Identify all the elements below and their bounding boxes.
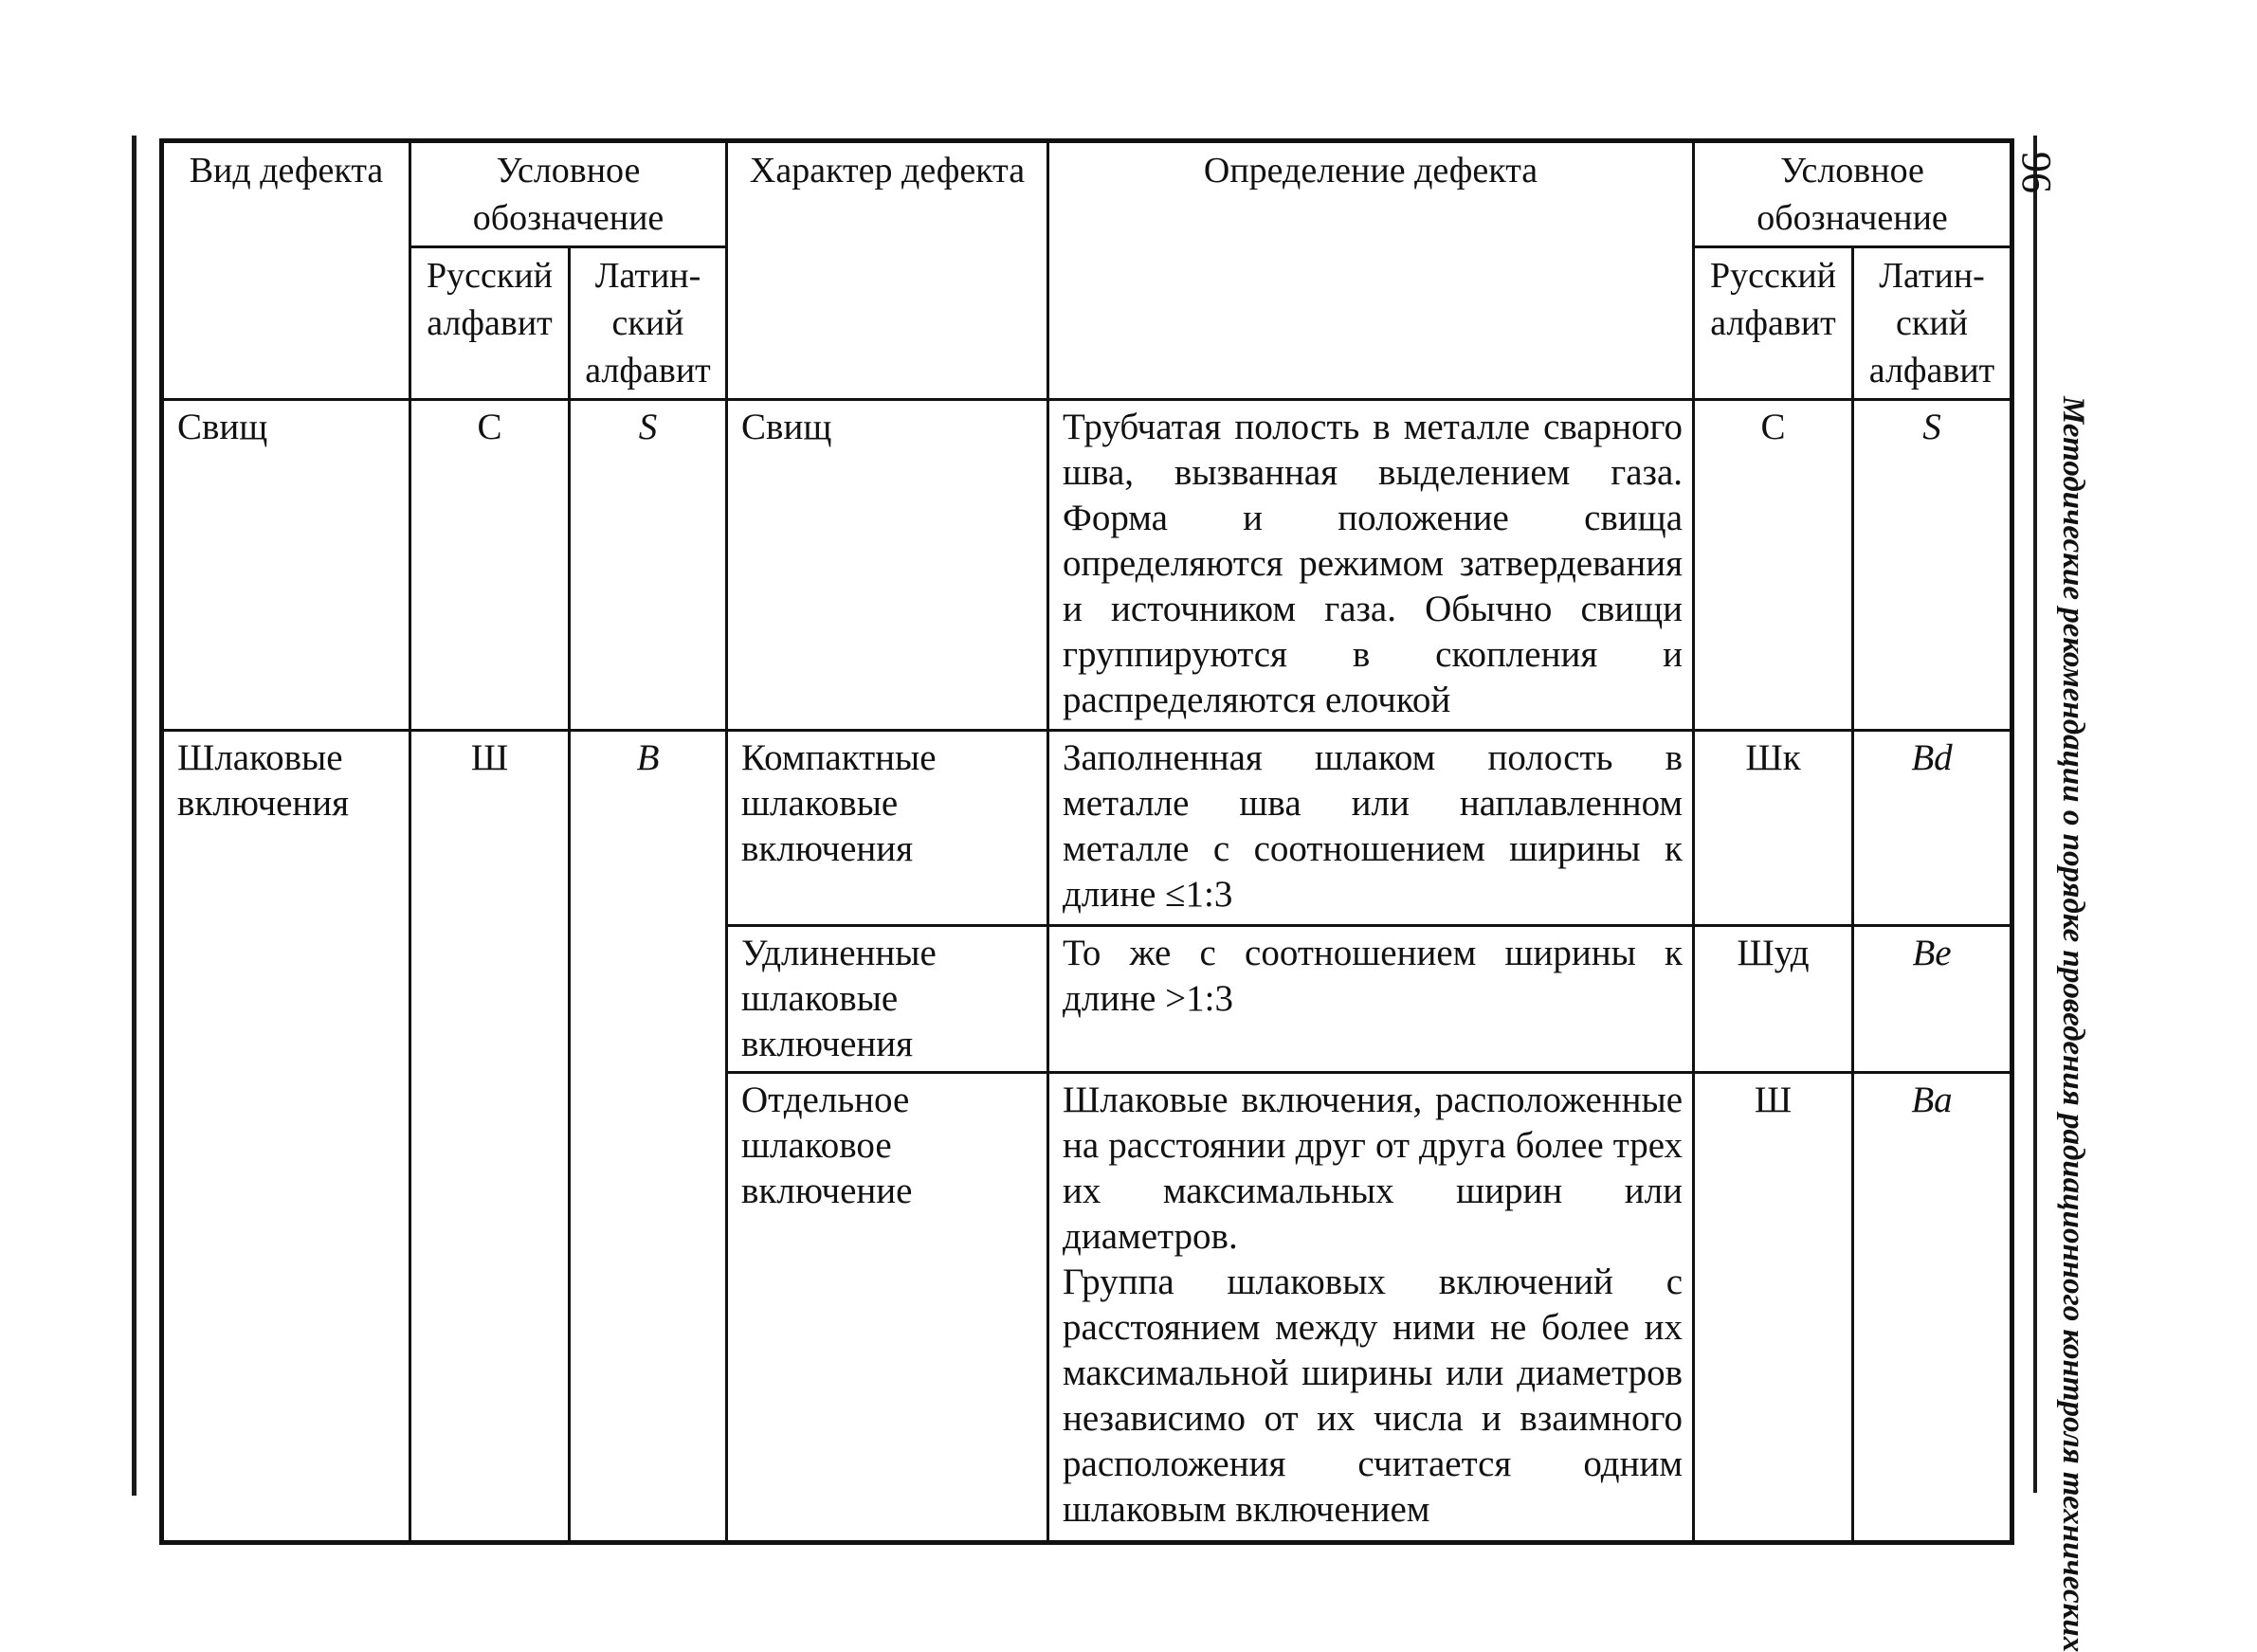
lat-code-cell: Ba bbox=[1853, 1073, 2012, 1543]
left-margin-rule bbox=[132, 136, 137, 1496]
right-margin-rule bbox=[2033, 136, 2037, 1493]
ru-code-cell: С bbox=[1694, 400, 1853, 731]
lat-code-cell: S bbox=[1853, 400, 2012, 731]
lat-code-cell: Bd bbox=[1853, 731, 2012, 926]
header-character: Характер дефекта bbox=[727, 141, 1048, 400]
ru-code-cell: Шк bbox=[1694, 731, 1853, 926]
header-definition: Определение дефекта bbox=[1048, 141, 1694, 400]
table-body bbox=[162, 400, 2012, 1543]
table-row bbox=[162, 400, 2012, 731]
header-designation-2: Условное обозначение bbox=[1694, 141, 2012, 247]
lat-code-cell: Be bbox=[1853, 926, 2012, 1073]
defect-type-cell: Свищ bbox=[162, 400, 410, 731]
definition-cell: То же с соотношением ширины к длине >1:3 bbox=[1048, 926, 1694, 1073]
group-lat-code-cell: B bbox=[570, 731, 727, 1543]
character-cell: Отдельное шлаковое включение bbox=[727, 1073, 1048, 1543]
ru-code-cell: Шуд bbox=[1694, 926, 1853, 1073]
character-cell: Удлиненные шлаковые включения bbox=[727, 926, 1048, 1073]
defect-type-cell: Шлаковые включения bbox=[162, 731, 410, 1543]
header-russian-alphabet-2: Русский алфавит bbox=[1694, 247, 1853, 400]
group-lat-code-cell: S bbox=[570, 400, 727, 731]
definition-cell: Заполненная шлаком полость в металле шва или наплавленном металле с соотношением ширины к длине ≤1:3 bbox=[1048, 731, 1694, 926]
header-russian-alphabet: Русский алфавит bbox=[410, 247, 570, 400]
header-defect-type: Вид дефекта bbox=[162, 141, 410, 400]
header-designation: Условное обозначение bbox=[410, 141, 727, 247]
defects-table bbox=[159, 138, 2014, 1545]
header-latin-alphabet-2: Латин-ский алфавит bbox=[1853, 247, 2012, 400]
table-header bbox=[162, 141, 2012, 400]
header-latin-alphabet: Латин-ский алфавит bbox=[570, 247, 727, 400]
group-ru-code-cell: Ш bbox=[410, 731, 570, 1543]
table-row bbox=[162, 731, 2012, 926]
group-ru-code-cell: С bbox=[410, 400, 570, 731]
definition-cell: Шлаковые включения, расположенные на расстоянии друг от друга более трех их максимальных ширин или диаметров. Группа шлаковых включений с расстоянием между ними не более их максимальной ширины или диаметров независимо от их числа и взаимного расположения считается одним шлаковым включением bbox=[1048, 1073, 1694, 1543]
page-number: 96 bbox=[2013, 152, 2060, 193]
character-cell: Свищ bbox=[727, 400, 1048, 731]
running-header: Методические рекомендации о порядке проведения радиационного контроля технических bbox=[2056, 396, 2090, 1652]
character-cell: Компактные шлаковые включения bbox=[727, 731, 1048, 926]
ru-code-cell: Ш bbox=[1694, 1073, 1853, 1543]
definition-cell: Трубчатая полость в металле сварного шва, вызванная выделением газа. Форма и положение свища определяются режимом затвердевания и источником газа. Обычно свищи группируются в скопления и распределяются елочкой bbox=[1048, 400, 1694, 731]
